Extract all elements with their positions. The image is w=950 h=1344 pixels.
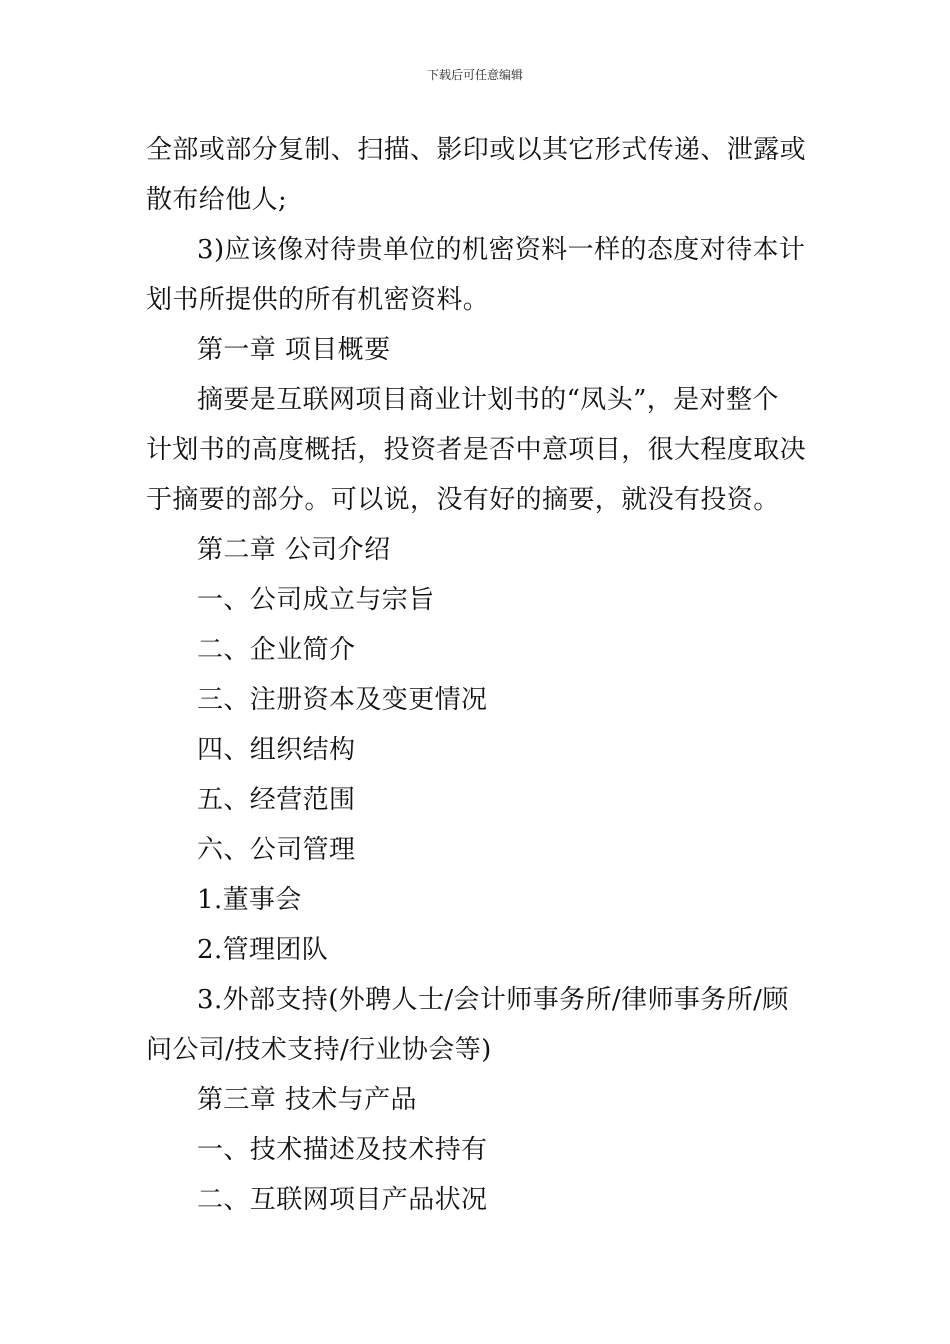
paragraph-line: 问公司/技术支持/行业协会等) bbox=[146, 1035, 492, 1065]
section-item: 二、企业简介 bbox=[197, 635, 356, 665]
paragraph-line: 划书所提供的所有机密资料。 bbox=[146, 285, 490, 315]
section-item: 三、注册资本及变更情况 bbox=[197, 685, 488, 715]
chapter-heading: 第三章 技术与产品 bbox=[197, 1085, 417, 1115]
section-item: 一、公司成立与宗旨 bbox=[197, 585, 435, 615]
paragraph-line: 计划书的高度概括，投资者是否中意项目，很大程度取决 bbox=[146, 435, 807, 465]
section-item: 四、组织结构 bbox=[197, 735, 356, 765]
section-item: 六、公司管理 bbox=[197, 835, 356, 865]
paragraph-line: 于摘要的部分。可以说，没有好的摘要，就没有投资。 bbox=[146, 485, 780, 515]
section-item: 五、经营范围 bbox=[197, 785, 356, 815]
paragraph-line: 散布给他人; bbox=[146, 185, 288, 215]
paragraph-line: 3)应该像对待贵单位的机密资料一样的态度对待本计 bbox=[197, 235, 806, 265]
chapter-heading: 第一章 项目概要 bbox=[197, 335, 391, 365]
section-item: 一、技术描述及技术持有 bbox=[197, 1135, 488, 1165]
paragraph-line: 全部或部分复制、扫描、影印或以其它形式传递、泄露或 bbox=[146, 135, 807, 165]
subsection-item: 2.管理团队 bbox=[197, 935, 329, 965]
document-body bbox=[146, 125, 812, 1225]
section-item: 二、互联网项目产品状况 bbox=[197, 1185, 488, 1215]
paragraph-line: 摘要是互联网项目商业计划书的“凤头”，是对整个 bbox=[197, 385, 779, 415]
subsection-item: 3.外部支持(外聘人士/会计师事务所/律师事务所/顾 bbox=[197, 985, 789, 1015]
page-header: 下载后可任意编辑 bbox=[426, 68, 523, 82]
chapter-heading: 第二章 公司介绍 bbox=[197, 535, 391, 565]
subsection-item: 1.董事会 bbox=[197, 885, 302, 915]
